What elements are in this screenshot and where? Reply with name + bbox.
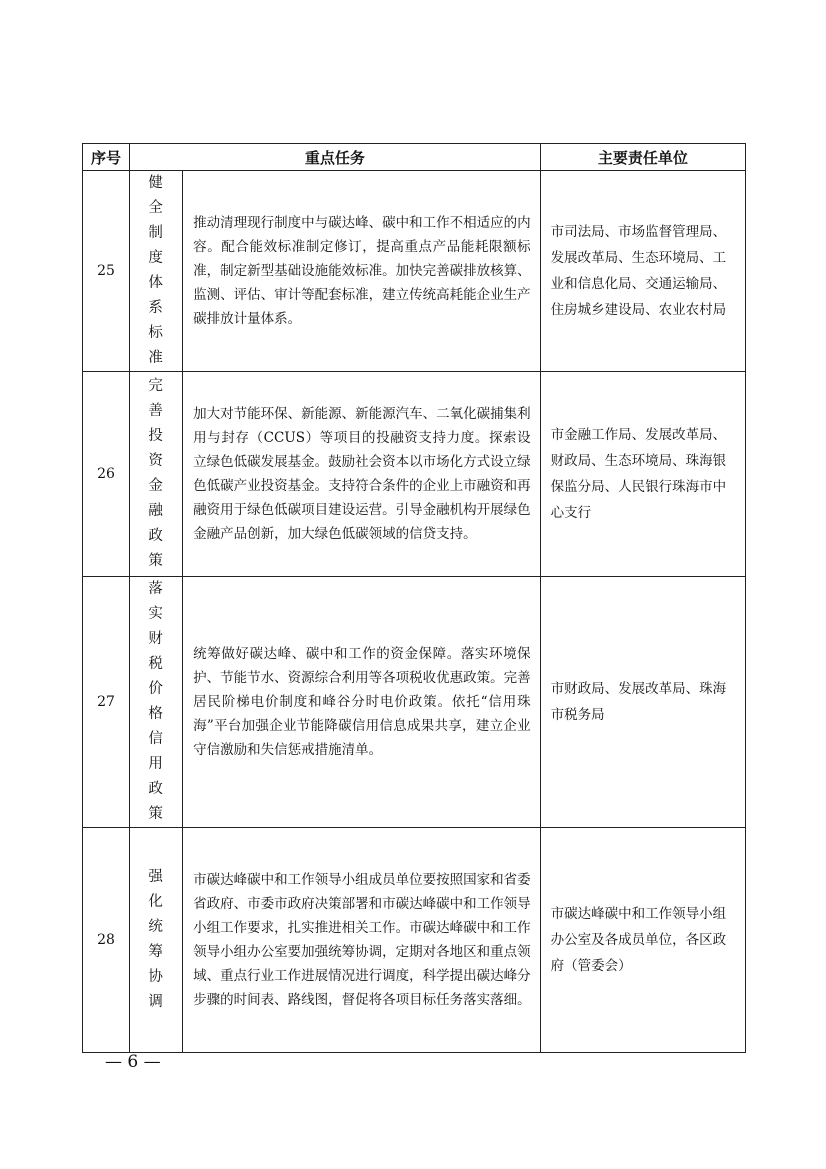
row-category	[130, 372, 183, 577]
header-task: 重点任务	[130, 144, 541, 171]
page-number: — 6 —	[105, 1052, 161, 1072]
row-task: 统筹做好碳达峰、碳中和工作的资金保障。落实环境保护、节能节水、资源综合利用等各项税收优惠政策。完善居民阶梯电价制度和峰谷分时电价政策。依托“信用珠海”平台加强企业节能降碳信用信息成果共享，建立企业守信激励和失信惩戒措施清单。	[183, 577, 541, 828]
row-category-text: 健全制度体系标准	[148, 175, 164, 366]
row-category-text: 强化统筹协调	[148, 869, 164, 1010]
row-category	[130, 828, 183, 1053]
header-unit: 主要责任单位	[540, 144, 745, 171]
task-table	[82, 143, 746, 1053]
row-task: 加大对节能环保、新能源、新能源汽车、二氧化碳捕集利用与封存（CCUS）等项目的投融资支持力度。探索设立绿色低碳发展基金。鼓励社会资本以市场化方式设立绿色低碳产业投资基金。支持符合条件的企业上市融资和再融资用于绿色低碳项目建设运营。引导金融机构开展绿色金融产品创新，加大绿色低碳领域的信贷支持。	[183, 372, 541, 577]
row-number: 28	[83, 828, 130, 1053]
row-number: 26	[83, 372, 130, 577]
row-unit: 市碳达峰碳中和工作领导小组办公室及各成员单位，各区政府（管委会）	[540, 828, 745, 1053]
row-number: 25	[83, 171, 130, 372]
row-category-text: 落实财税价格信用政策	[148, 581, 164, 822]
row-number: 27	[83, 577, 130, 828]
table-row	[83, 171, 746, 372]
table-header-row	[83, 144, 746, 171]
table-row	[83, 372, 746, 577]
row-unit: 市司法局、市场监督管理局、发展改革局、生态环境局、工业和信息化局、交通运输局、住房城乡建设局、农业农村局	[540, 171, 745, 372]
table-row	[83, 828, 746, 1053]
row-task: 市碳达峰碳中和工作领导小组成员单位要按照国家和省委省政府、市委市政府决策部署和市碳达峰碳中和工作领导小组工作要求，扎实推进相关工作。市碳达峰碳中和工作领导小组办公室要加强统筹协调，定期对各地区和重点领域、重点行业工作进展情况进行调度，科学提出碳达峰分步骤的时间表、路线图，督促将各项目标任务落实落细。	[183, 828, 541, 1053]
table-row	[83, 577, 746, 828]
row-unit: 市金融工作局、发展改革局、财政局、生态环境局、珠海银保监分局、人民银行珠海市中心支行	[540, 372, 745, 577]
row-unit: 市财政局、发展改革局、珠海市税务局	[540, 577, 745, 828]
row-category-text: 完善投资金融政策	[148, 378, 164, 569]
row-category	[130, 577, 183, 828]
header-number: 序号	[83, 144, 130, 171]
row-task: 推动清理现行制度中与碳达峰、碳中和工作不相适应的内容。配合能效标准制定修订，提高重点产品能耗限额标准，制定新型基础设施能效标准。加快完善碳排放核算、监测、评估、审计等配套标准，建立传统高耗能企业生产碳排放计量体系。	[183, 171, 541, 372]
row-category	[130, 171, 183, 372]
